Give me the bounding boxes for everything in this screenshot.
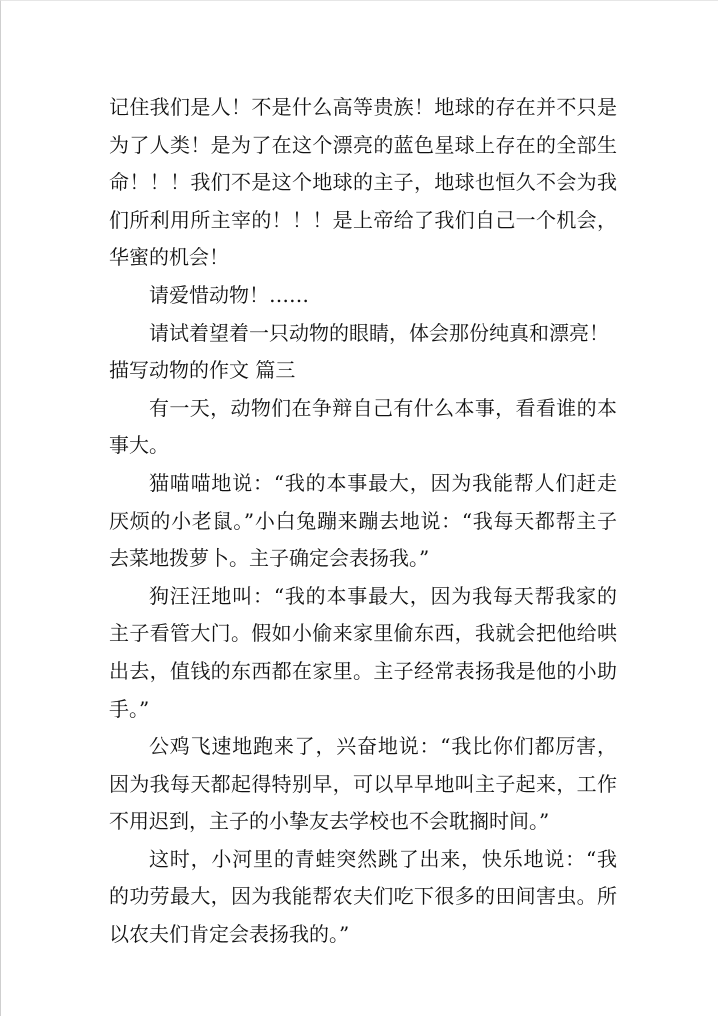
story-paragraph: 这时，小河里的青蛙突然跳了出来，快乐地说：“我的功劳最大，因为我能帮农夫们吃下很多的田间害虫。所以农夫们肯定会表扬我的。” — [109, 846, 617, 947]
document-body — [109, 89, 617, 954]
paragraph-look-eyes: 请试着望着一只动物的眼睛，体会那份纯真和漂亮！ — [149, 320, 609, 345]
story-paragraph: 狗汪汪地叫：“我的本事最大，因为我每天帮我家的主子看管大门。假如小偷来家里偷东西，我就会把他给哄出去，值钱的东西都在家里。主子经常表扬我是他的小助手。” — [109, 583, 617, 721]
story-paragraph: 公鸡飞速地跑来了，兴奋地说：“我比你们都厉害，因为我每天都起得特别早，可以早早地叫主子起来，工作不用迟到，主子的小挚友去学校也不会耽搁时间。” — [109, 734, 617, 834]
paragraph-intro: 记住我们是人！不是什么高等贵族！地球的存在并不只是为了人类！是为了在这个漂亮的蓝色星球上存在的全部生命！！！我们不是这个地球的主子，地球也恒久不会为我们所利用所主宰的！！！是上帝给了我们自己一个机会，华蜜的机会！ — [109, 95, 617, 270]
story-paragraph: 猫喵喵地说：“我的本事最大，因为我能帮人们赶走厌烦的小老鼠。”小白兔蹦来蹦去地说：“我每天都帮主子去菜地拨萝卜。主子确定会表扬我。” — [109, 470, 617, 571]
paragraph-cherish-animals: 请爱惜动物！…… — [149, 282, 309, 307]
section-heading: 描写动物的作文 篇三 — [109, 358, 296, 383]
story-paragraph: 有一天，动物们在争辩自己有什么本事，看看谁的本事大。 — [109, 395, 617, 458]
